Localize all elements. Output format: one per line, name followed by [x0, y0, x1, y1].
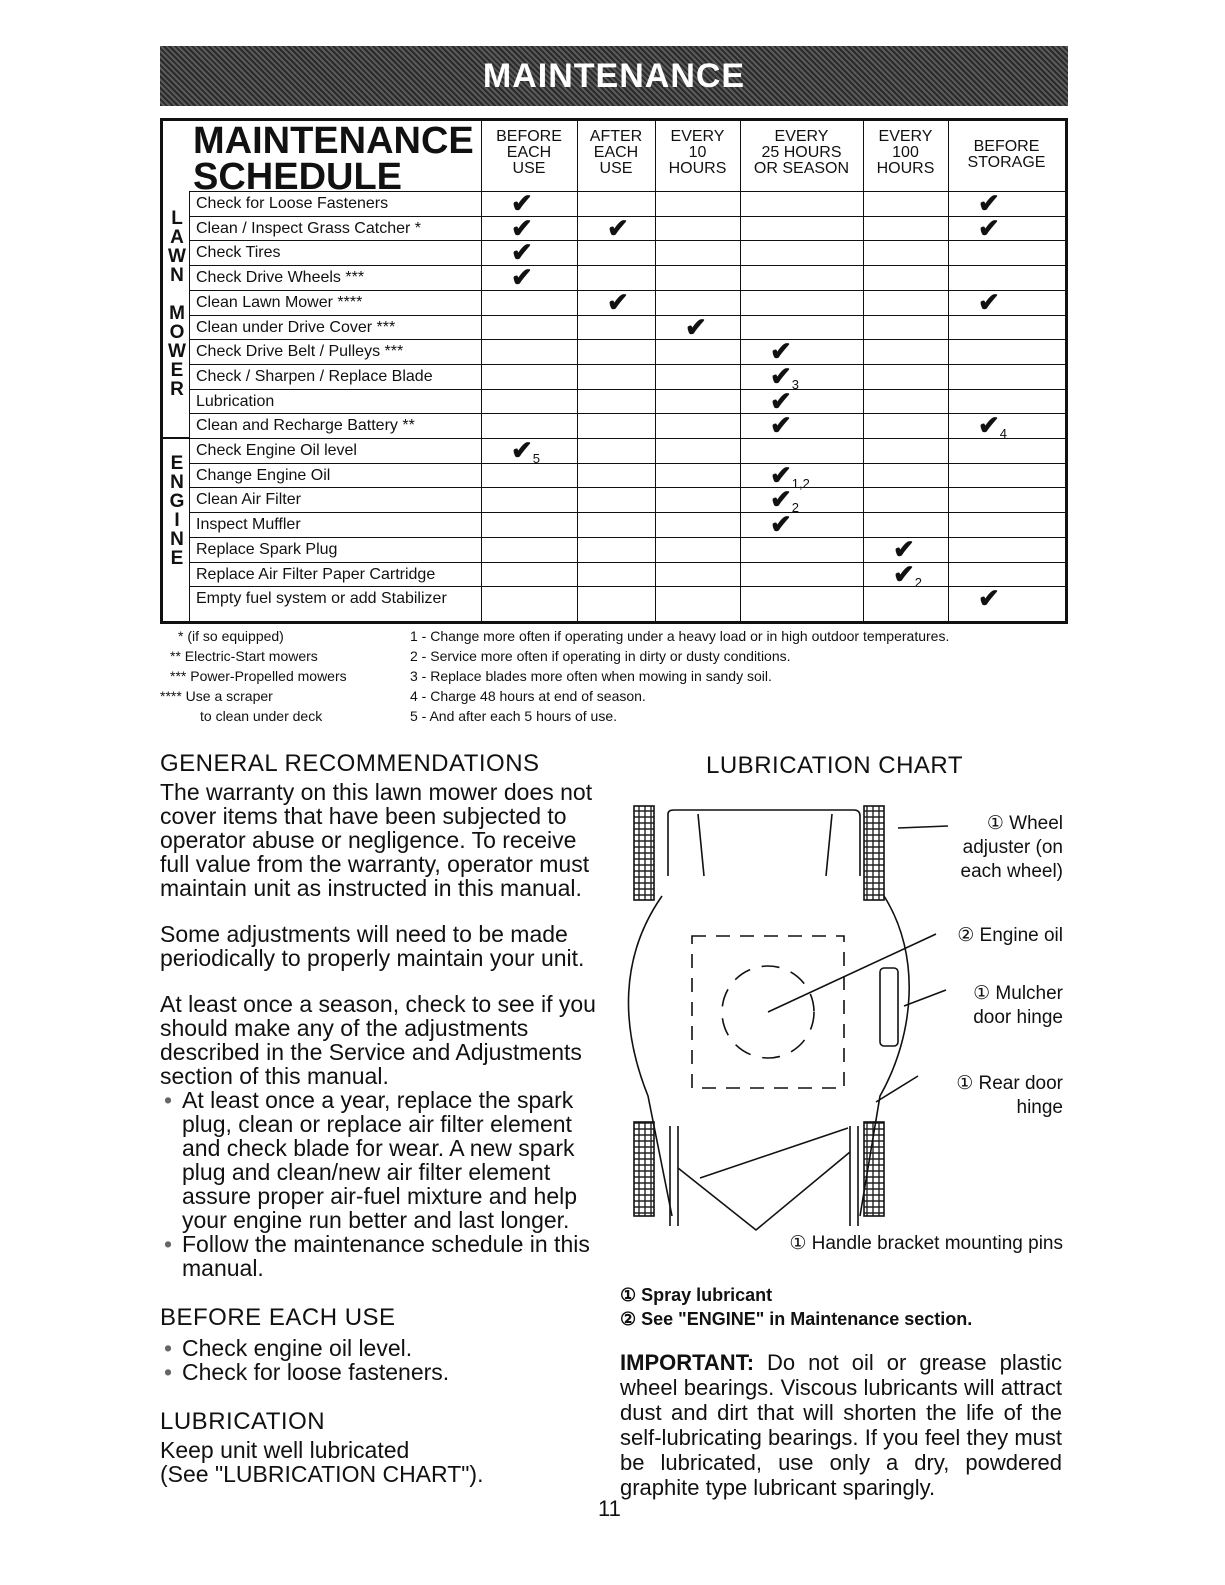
- footnote-symbol-line: * (if so equipped): [178, 628, 284, 644]
- side-divider: [189, 191, 190, 624]
- checkmark: ✔: [770, 509, 792, 540]
- maintenance-schedule-table: [160, 118, 1068, 624]
- column-header-line: STORAGE: [967, 154, 1046, 171]
- side-letter: O: [169, 322, 185, 343]
- column-header-line: USE: [512, 160, 546, 177]
- column-header: [948, 139, 1065, 171]
- checkmark: ✔: [511, 237, 533, 268]
- task-label: Check Engine Oil level: [196, 442, 357, 459]
- callout-engine-oil: ② Engine oil: [957, 925, 1063, 946]
- general-paragraph-2: Some adjustments will need to be made periodically to properly maintain your unit.: [160, 921, 585, 971]
- checkmark: $✔_3$: [770, 360, 800, 392]
- checkmark: ✔: [978, 212, 1000, 243]
- side-letter: W: [168, 341, 186, 362]
- column-header-line: EVERY: [878, 128, 933, 145]
- engine-side-label: [167, 454, 187, 568]
- lubrication-chart-heading: LUBRICATION CHART: [706, 752, 963, 779]
- column-header-line: 25 HOURS: [761, 144, 842, 161]
- footnotes-symbols: [160, 626, 390, 726]
- general-heading: GENERAL RECOMMENDATIONS: [160, 750, 540, 777]
- task-label: Clean under Drive Cover ***: [196, 318, 396, 336]
- callout-mulcher-door-hinge: ① Mulcher door hinge: [973, 983, 1063, 1028]
- column-header: [655, 129, 740, 177]
- rear-left-wheel: [634, 1122, 654, 1216]
- side-letter: W: [168, 246, 186, 267]
- footnote-numbered-line: 3 - Replace blades more often when mowing in sandy soil.: [410, 668, 772, 684]
- callout-handle-bracket: ① Handle bracket mounting pins: [789, 1233, 1063, 1254]
- checkmark: ✔: [978, 188, 1000, 218]
- checkmark: ✔: [893, 533, 915, 564]
- checkmark: ✔: [607, 286, 629, 317]
- task-label: Check Tires: [196, 244, 281, 262]
- lubrication-heading: LUBRICATION: [160, 1408, 326, 1435]
- task-label: Replace Spark Plug: [196, 540, 338, 558]
- checkmark: ✔: [978, 583, 1000, 614]
- table-row: [189, 487, 1065, 512]
- key-spray-lubricant: ① Spray lubricant: [620, 1285, 773, 1305]
- side-letter: N: [170, 472, 184, 493]
- column-header-line: HOURS: [668, 160, 727, 177]
- side-letter: E: [170, 548, 184, 569]
- lubrication-line-1: Keep unit well lubricated: [160, 1437, 410, 1463]
- task-label: Change Engine Oil: [196, 466, 331, 484]
- task-label: Clean / Inspect Grass Catcher *: [196, 219, 421, 237]
- side-letter: E: [170, 453, 184, 474]
- important-note: [620, 1350, 1062, 1500]
- side-letter: A: [170, 227, 184, 248]
- table-row: [189, 311, 1065, 342]
- checkmark: $✔_4$: [978, 410, 1008, 442]
- column-header: [481, 129, 577, 177]
- table-row: [189, 438, 1065, 463]
- checkmark: $✔_5$: [511, 435, 541, 466]
- task-label: Check / Sharpen / Replace Blade: [196, 367, 433, 385]
- table-row: [189, 463, 1065, 488]
- checkmark: ✔: [607, 212, 629, 243]
- column-header-line: 10: [688, 144, 707, 161]
- footnote-numbered-line: 5 - And after each 5 hours of use.: [410, 708, 618, 724]
- general-paragraph-1: The warranty on this lawn mower does not cover items that have been subjected to operator abuse or negligence. To receive full value from the warranty, operator must maintain unit as instructed in this manual.: [160, 779, 593, 901]
- footnote-numbered-line: 4 - Charge 48 hours at end of season.: [410, 688, 646, 704]
- checkmark: ✔: [978, 286, 1000, 317]
- side-letter: M: [169, 303, 185, 324]
- before-each-use-bullet-1: • Check engine oil level.: [160, 1336, 596, 1360]
- key-see-engine: ② See "ENGINE" in Maintenance section.: [620, 1309, 973, 1329]
- table-row: [189, 562, 1065, 587]
- table-row: [189, 364, 1065, 389]
- column-header-line: EVERY: [774, 128, 829, 145]
- column-header-line: AFTER: [589, 128, 643, 145]
- column-header-line: BEFORE: [496, 128, 562, 145]
- table-row: [189, 385, 1065, 416]
- task-label: Clean and Recharge Battery **: [196, 417, 415, 435]
- task-label: Inspect Muffler: [196, 516, 301, 534]
- table-row: [189, 533, 1065, 564]
- checkmark: ✔: [685, 311, 707, 342]
- before-each-use-bullets: [160, 1336, 596, 1384]
- left-column: [160, 752, 596, 1486]
- group-divider: [163, 437, 189, 439]
- footnote-symbol-line: **** Use a scraper: [160, 688, 273, 704]
- task-label: Clean Air Filter: [196, 491, 301, 509]
- checkmark: ✔: [511, 212, 533, 243]
- side-letter: L: [171, 208, 183, 229]
- column-header-line: EACH: [506, 144, 552, 161]
- side-letter: [167, 285, 187, 304]
- section-banner: [160, 46, 1068, 106]
- checkmark: ✔: [770, 410, 792, 441]
- task-label: Replace Air Filter Paper Cartridge: [196, 565, 436, 583]
- table-row: [189, 509, 1065, 540]
- table-row: [189, 410, 1065, 441]
- task-label: Check for Loose Fasteners: [196, 195, 389, 212]
- checkmark: $✔_{1,2}$: [770, 459, 810, 491]
- lubrication-line-2: (See "LUBRICATION CHART").: [160, 1461, 484, 1487]
- column-header-line: BEFORE: [973, 138, 1040, 155]
- side-letter: N: [170, 529, 184, 550]
- task-label: Lubrication: [196, 392, 275, 410]
- table-row: [189, 237, 1065, 268]
- footnote-symbol-line: ** Electric-Start mowers: [170, 648, 318, 664]
- callout-rear-door-hinge: ① Rear door hinge: [956, 1073, 1063, 1118]
- general-paragraph-3: At least once a season, check to see if you should make any of the adjustments described in the Service and Adjustments section of this manual.: [160, 991, 596, 1089]
- side-letter: I: [174, 510, 180, 531]
- task-label: Clean Lawn Mower ****: [196, 293, 363, 311]
- column-header-line: OR SEASON: [753, 160, 850, 177]
- column-header-line: USE: [599, 160, 633, 177]
- checkmark: ✔: [511, 262, 533, 293]
- column-header: [577, 129, 655, 177]
- column-header: [740, 129, 863, 177]
- general-bullet-1: • At least once a year, replace the spark plug, clean or replace air filter element and check blade for wear. A new spark plug and clean/new air filter element assure proper air-fuel mixture and help your engine run better and last longer.: [160, 1088, 596, 1232]
- page-number: 11: [598, 1496, 621, 1521]
- side-letter: R: [170, 379, 184, 400]
- checkmark: ✔: [511, 188, 533, 218]
- schedule-title-line2: SCHEDULE: [193, 156, 403, 198]
- table-row: [189, 583, 1065, 614]
- footnote-numbered-line: 2 - Service more often if operating in dirty or dusty conditions.: [410, 648, 791, 664]
- general-bullets: [160, 1088, 596, 1280]
- column-header-line: 100: [892, 144, 919, 161]
- lawn-mower-side-label: [167, 209, 187, 399]
- task-label: Empty fuel system or add Stabilizer: [196, 590, 447, 608]
- lubrication-key: [620, 1283, 972, 1331]
- checkmark: ✔: [770, 385, 792, 416]
- column-header-line: EVERY: [670, 128, 725, 145]
- column-header: [863, 129, 948, 177]
- table-row: [189, 336, 1065, 367]
- task-label: Check Drive Wheels ***: [196, 269, 365, 287]
- front-left-wheel: [634, 806, 654, 900]
- callout-wheel-adjuster: ① Wheel adjuster (on each wheel): [960, 813, 1063, 882]
- before-each-use-bullet-2: • Check for loose fasteners.: [160, 1360, 596, 1384]
- footnote-symbol-line: *** Power-Propelled mowers: [170, 668, 347, 684]
- column-header-line: HOURS: [876, 160, 935, 177]
- column-header-line: EACH: [593, 144, 639, 161]
- schedule-title: [193, 120, 474, 198]
- side-letter: N: [170, 265, 184, 286]
- important-text: Do not oil or grease plastic wheel bearings. Viscous lubricants will attract dust and dirt that will shorten the life of the self-lubricating bearings. If you feel they must be lubricated, use only a dry, powdered graphite type lubricant sparingly.: [620, 1350, 1062, 1500]
- checkmark: ✔: [770, 336, 792, 367]
- lubrication-chart-diagram: [618, 796, 1063, 1266]
- footnote-symbol-line: to clean under deck: [200, 708, 323, 724]
- checkmark: $✔_2$: [770, 484, 800, 516]
- banner-title: MAINTENANCE: [482, 56, 746, 95]
- checkmark: $✔_2$: [893, 558, 923, 590]
- side-letter: E: [170, 360, 184, 381]
- footnotes-numbered: [410, 626, 1070, 726]
- side-letter: G: [169, 491, 185, 512]
- front-right-wheel: [864, 806, 884, 900]
- important-label: IMPORTANT:: [620, 1350, 755, 1375]
- schedule-title-line1: MAINTENANCE: [193, 120, 474, 162]
- task-label: Check Drive Belt / Pulleys ***: [196, 343, 404, 361]
- footnote-numbered-line: 1 - Change more often if operating under a heavy load or in high outdoor temperatures.: [410, 628, 950, 644]
- before-each-use-heading: BEFORE EACH USE: [160, 1304, 396, 1331]
- general-bullet-2: • Follow the maintenance schedule in this manual.: [160, 1232, 596, 1280]
